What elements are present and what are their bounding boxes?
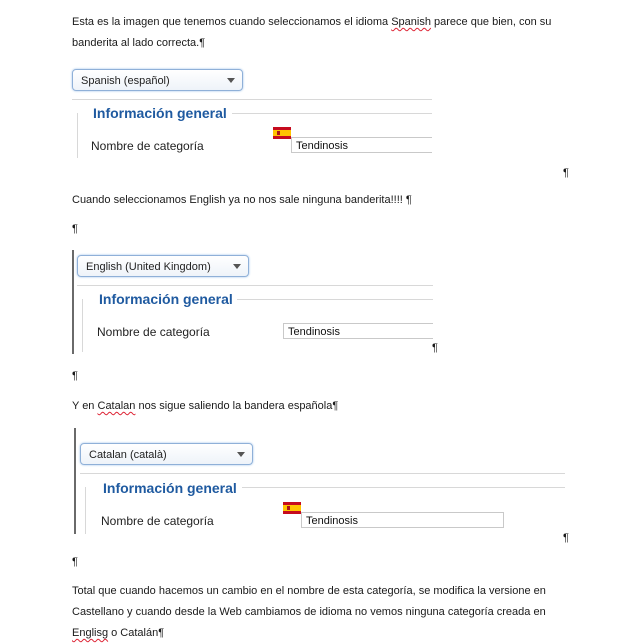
category-name-label: Nombre de categoría	[97, 325, 210, 339]
misspelled-word: Englisg	[72, 627, 109, 639]
pilcrow-2: ¶	[72, 223, 78, 235]
misspelled-word: Catalan	[97, 400, 136, 412]
screenshot-spanish	[72, 66, 432, 158]
spain-flag-icon	[273, 127, 291, 139]
fieldset-top-border	[77, 285, 433, 286]
paragraph-4-text: Total que cuando hacemos un cambio en el nombre de esta categoría, se modifica la versione en Castellano y cuando desde la Web cambiamos de idioma no vemos ninguna categoría creada en	[72, 585, 546, 618]
pilcrow-4: ¶	[72, 370, 78, 382]
language-select[interactable]	[80, 443, 253, 465]
category-name-input[interactable]	[283, 323, 433, 339]
language-select-value: Spanish (español)	[81, 75, 170, 87]
category-name-label: Nombre de categoría	[91, 139, 204, 153]
pilcrow-5: ¶	[563, 532, 569, 544]
paragraph-1-text-end: parece que bien, con su banderita al lado correcta.¶	[72, 16, 552, 49]
paragraph-3-text: Y en	[72, 400, 98, 412]
category-name-value: Tendinosis	[306, 515, 358, 527]
paragraph-1	[72, 12, 577, 54]
paragraph-3-text-end: nos sigue saliendo la bandera española¶	[135, 400, 339, 412]
screenshot-edge	[72, 250, 74, 354]
category-name-value: Tendinosis	[296, 140, 348, 152]
fieldset-left-border	[85, 487, 86, 534]
chevron-down-icon	[227, 78, 235, 83]
category-name-label: Nombre de categoría	[101, 514, 214, 528]
fieldset-top-border-inner	[232, 113, 432, 114]
paragraph-4-text-end: o Catalán¶	[108, 627, 165, 639]
language-select[interactable]	[77, 255, 249, 277]
section-legend: Información general	[99, 291, 233, 307]
paragraph-3	[72, 396, 577, 417]
fieldset-left-border	[82, 299, 83, 352]
fieldset-top-border	[80, 473, 565, 474]
category-name-input[interactable]	[291, 137, 432, 153]
fieldset-top-border-inner	[242, 487, 565, 488]
fieldset-top-border	[72, 99, 432, 100]
spain-flag-icon	[283, 502, 301, 514]
language-select-value: English (United Kingdom)	[86, 261, 211, 273]
paragraph-2	[72, 190, 577, 211]
language-select-value: Catalan (català)	[89, 449, 167, 461]
category-name-value: Tendinosis	[288, 326, 340, 338]
language-select[interactable]	[72, 69, 243, 91]
pilcrow-3: ¶	[432, 342, 438, 354]
paragraph-4	[72, 581, 577, 644]
pilcrow-1: ¶	[563, 167, 569, 179]
chevron-down-icon	[237, 452, 245, 457]
screenshot-english	[77, 252, 433, 352]
screenshot-catalan	[80, 440, 565, 534]
pilcrow-6: ¶	[72, 556, 78, 568]
misspelled-word: Spanish	[391, 16, 431, 28]
category-name-input[interactable]	[301, 512, 504, 528]
paragraph-1-text: Esta es la imagen que tenemos cuando seleccionamos el idioma	[72, 16, 392, 28]
screenshot-edge	[74, 428, 76, 534]
fieldset-top-border-inner	[237, 299, 433, 300]
section-legend: Información general	[103, 480, 237, 496]
section-legend: Información general	[93, 105, 227, 121]
chevron-down-icon	[233, 264, 241, 269]
paragraph-2-text: Cuando seleccionamos English ya no nos sale ninguna banderita!!!! ¶	[72, 194, 412, 206]
fieldset-left-border	[77, 113, 78, 158]
